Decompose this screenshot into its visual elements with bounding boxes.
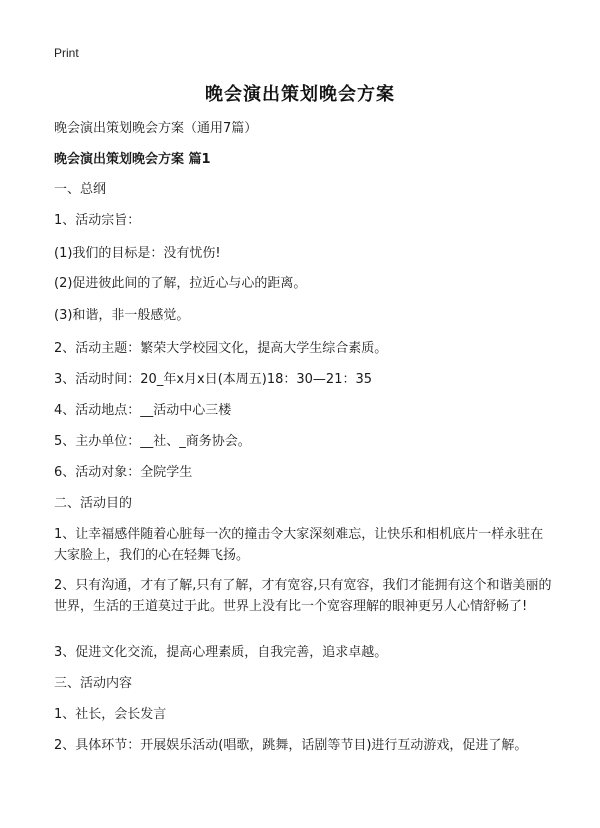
page-title: 晚会演出策划晚会方案 [205,84,395,105]
heading-purpose: 二、活动目的 [54,496,133,511]
paragraph: 2、只有沟通，才有了解,只有了解，才有宽容,只有宽容，我们才能拥有这个和谐美丽的世界，生活的王道莫过于此。世界上没有比一个宽容理解的眼神更另人心情舒畅了! [54,578,552,614]
section-heading: 晚会演出策划晚会方案 篇1 [54,152,211,167]
paragraph: (1)我们的目标是：没有忧伤! [54,246,221,261]
document-subtitle: 晚会演出策划晚会方案（通用7篇） [54,121,258,136]
paragraph: 6、活动对象：全院学生 [54,465,193,480]
paragraph: (3)和谐，非一般感觉。 [54,308,190,323]
print-label[interactable]: Print [54,46,79,60]
paragraph: 1、活动宗旨： [54,213,141,228]
paragraph: 2、活动主题：繁荣大学校园文化，提高大学生综合素质。 [54,341,388,356]
paragraph: 1、让幸福感伴随着心脏每一次的撞击令大家深刻难忘，让快乐和相机底片一样永驻在大家脸上，我们的心在轻舞飞扬。 [54,527,544,563]
paragraph: 1、社长，会长发言 [54,707,167,722]
paragraph: 3、促进文化交流，提高心理素质，自我完善，追求卓越。 [54,645,388,660]
paragraph: 3、活动时间：20_年x月x日(本周五)18：30—21：35 [54,372,373,387]
paragraph: 5、主办单位：__社、_商务协会。 [54,434,251,449]
paragraph: (2)促进彼此间的了解，拉近心与心的距离。 [54,276,307,291]
heading-content: 三、活动内容 [54,676,133,691]
paragraph: 2、具体环节：开展娱乐活动(唱歌，跳舞，话剧等节目)进行互动游戏，促进了解。 [54,738,528,753]
heading-general: 一、总纲 [54,182,107,197]
paragraph: 4、活动地点：__活动中心三楼 [54,403,232,418]
